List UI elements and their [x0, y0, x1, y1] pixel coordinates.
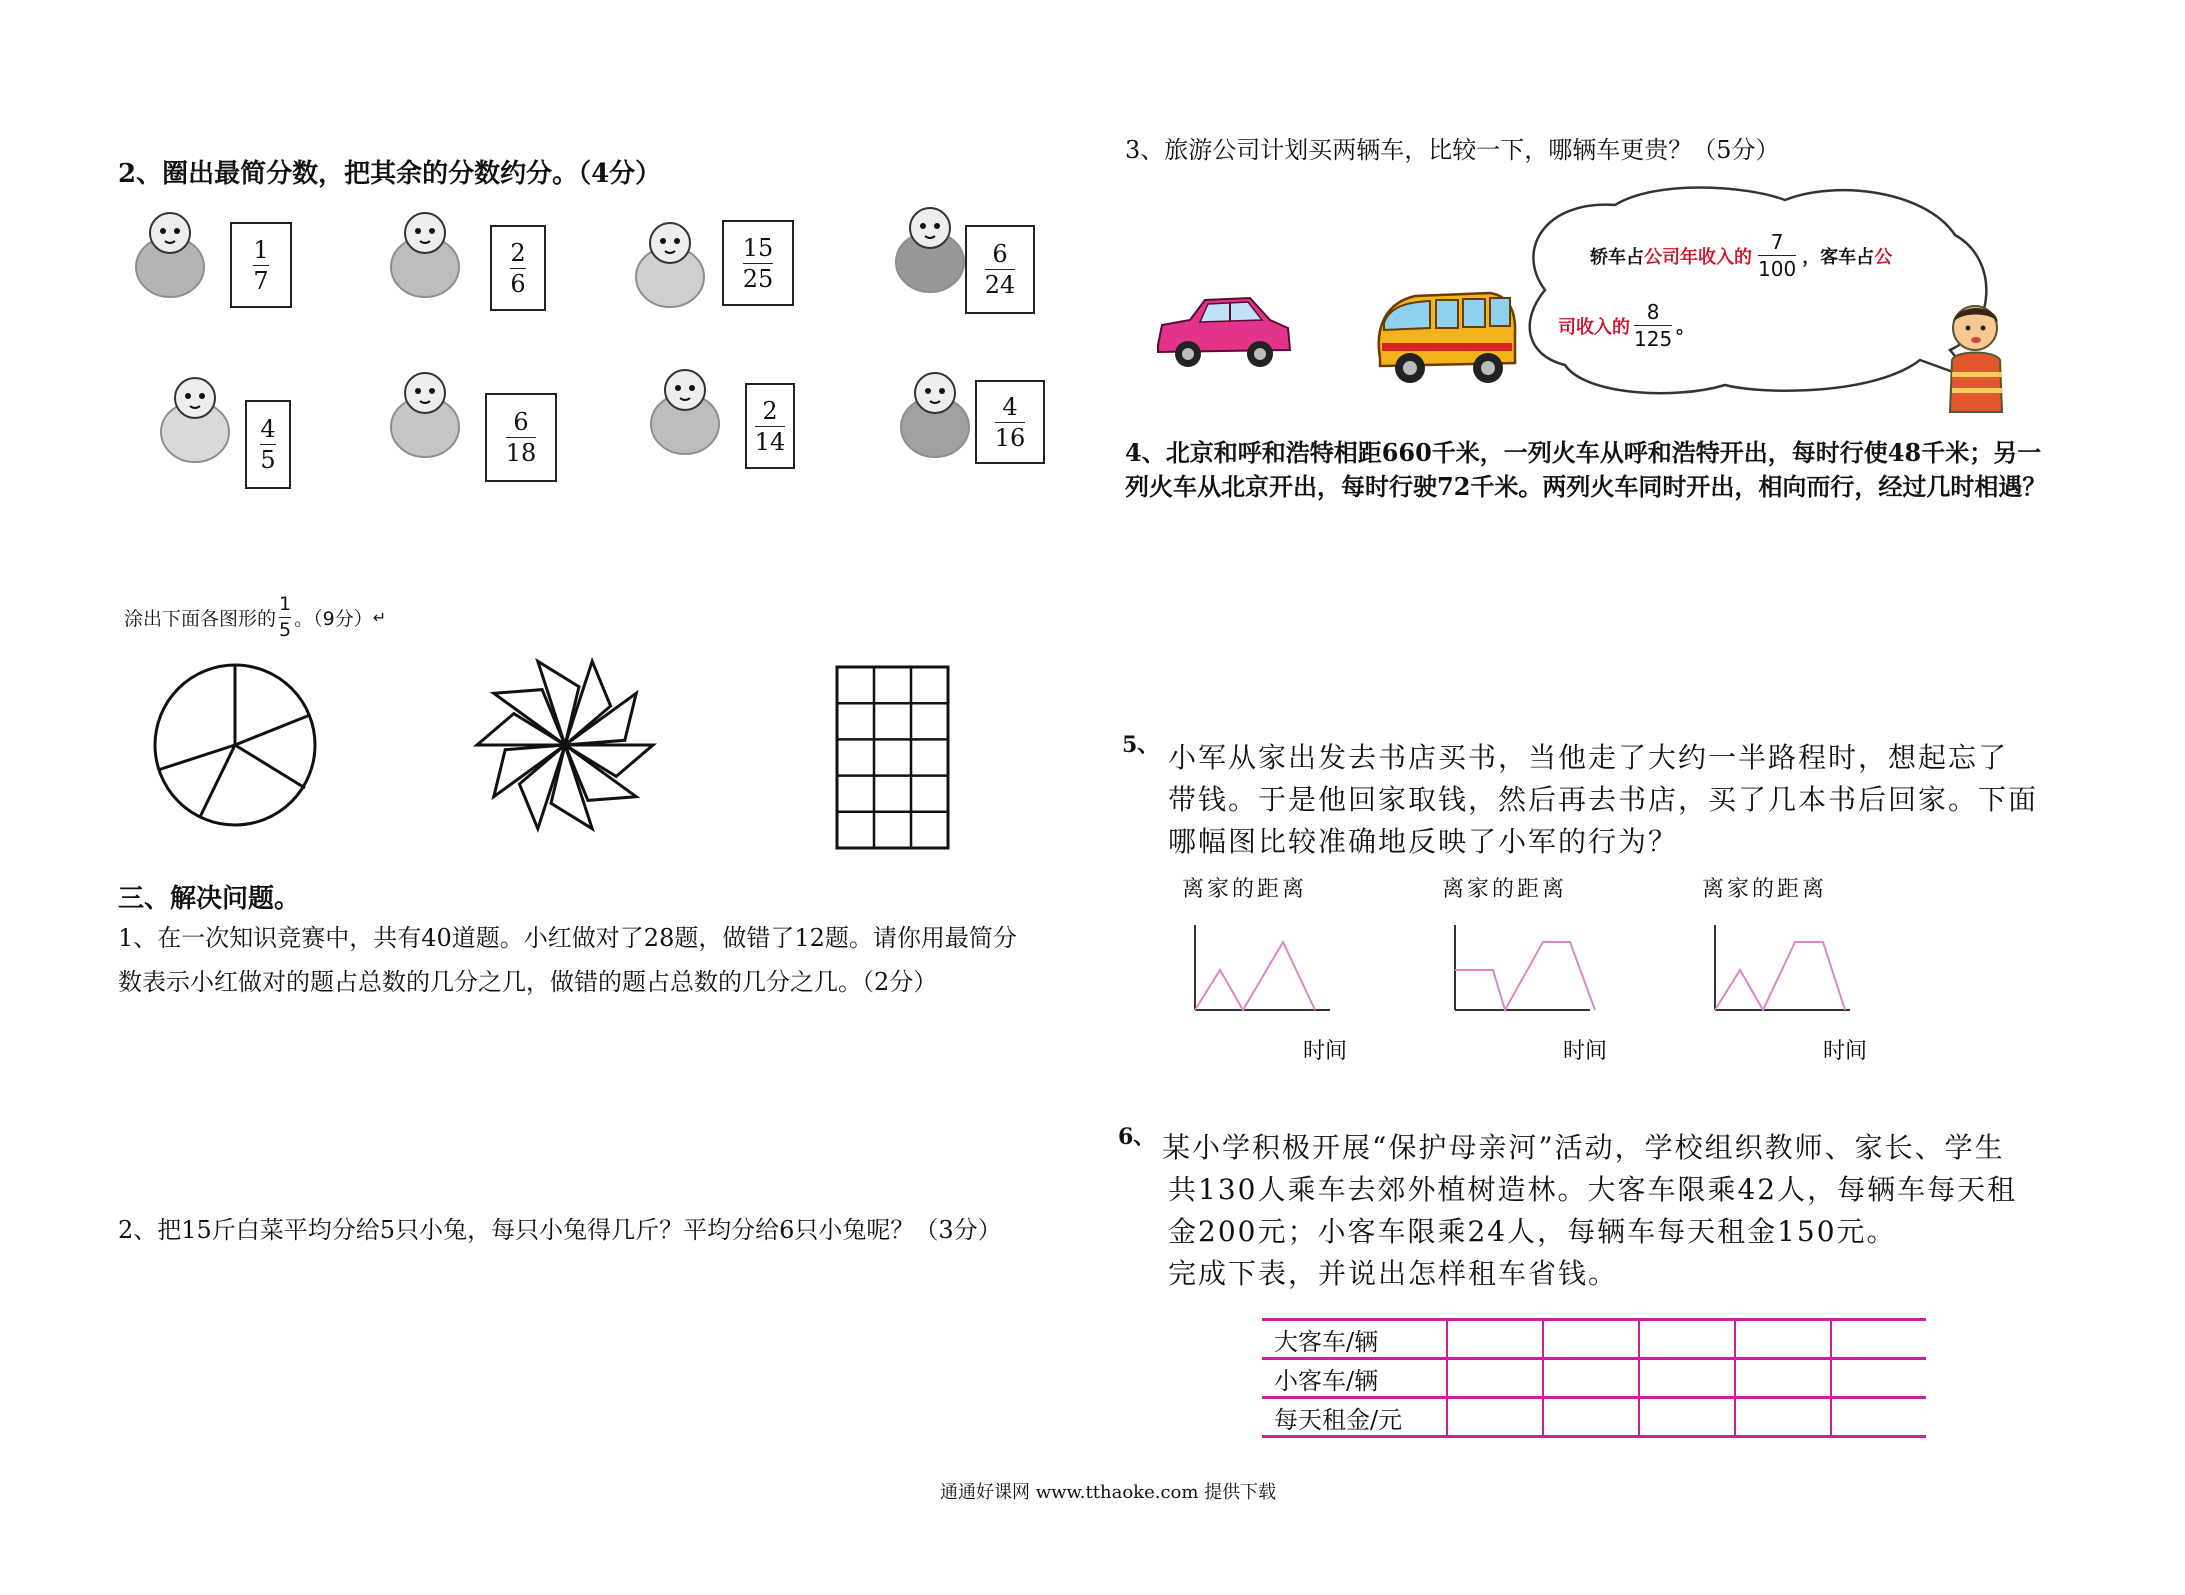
bubble-line-2 — [1558, 302, 1694, 349]
row-label: 小客车/辆 — [1262, 1359, 1447, 1398]
question-5-line-3: 哪幅图比较准确地反映了小军的行为？ — [1168, 825, 1679, 858]
fraction-box[interactable] — [975, 380, 1045, 464]
footer-credit: 通通好课网 www.tthaoke.com 提供下载 — [940, 1482, 1277, 1503]
pinwheel-blade — [519, 745, 565, 829]
denominator: 18 — [505, 439, 537, 467]
fraction-box[interactable] — [490, 225, 546, 311]
question-2-title: 2、圈出最简分数，把其余的分数约分。（4分） — [118, 159, 662, 189]
table-row — [1262, 1398, 1926, 1437]
denominator: 16 — [994, 423, 1026, 452]
denominator: 6 — [510, 269, 526, 298]
bubble-den-2: 125 — [1634, 327, 1673, 351]
bubble-text-c: ，客车占 — [1802, 246, 1875, 268]
shade-suffix: 。（9分） — [294, 608, 373, 630]
denominator: 25 — [742, 264, 774, 293]
table-cell[interactable] — [1735, 1320, 1831, 1359]
pinwheel-blade — [477, 714, 565, 745]
graph-y-label: 离家的距离 — [1442, 877, 1568, 902]
question-6-number: 6、 — [1118, 1124, 1156, 1150]
hedgehog-icon — [630, 362, 740, 462]
fraction-box[interactable] — [485, 393, 557, 482]
denominator: 24 — [984, 271, 1016, 299]
fraction-box[interactable] — [745, 383, 795, 469]
graph-y-label: 离家的距离 — [1702, 877, 1828, 902]
table-cell[interactable] — [1831, 1320, 1926, 1359]
fraction — [994, 392, 1026, 452]
denominator: 5 — [260, 446, 276, 474]
graph-x-label: 时间 — [1563, 1039, 1608, 1064]
denominator: 7 — [253, 266, 269, 295]
question-3-title: 3、旅游公司计划买两辆车，比较一下，哪辆车更贵？（5分） — [1125, 136, 1780, 164]
question-6-line-1: 某小学积极开展“保护母亲河”活动，学校组织教师、家长、学生 — [1162, 1131, 2005, 1164]
denominator: 14 — [754, 427, 786, 456]
question-5-number: 5、 — [1122, 732, 1160, 758]
graph-y-label: 离家的距离 — [1182, 877, 1308, 902]
table-cell[interactable] — [1447, 1359, 1543, 1398]
bubble-text-b: 公司年收入的 — [1644, 246, 1752, 268]
problem-1-line-2: 数表示小红做对的题占总数的几分之几，做错的题占总数的几分之几。（2分） — [118, 968, 938, 996]
bubble-num-1: 7 — [1770, 230, 1784, 254]
table-cell[interactable] — [1831, 1398, 1926, 1437]
graph-x-label: 时间 — [1823, 1039, 1868, 1064]
shade-num: 1 — [279, 593, 292, 615]
row-label: 大客车/辆 — [1262, 1320, 1447, 1359]
rental-table — [1262, 1318, 1926, 1438]
problem-2: 2、把15斤白菜平均分给5只小兔，每只小兔得几斤？平均分给6只小兔呢？（3分） — [118, 1216, 1002, 1244]
table-cell[interactable] — [1735, 1359, 1831, 1398]
question-6-line-3: 金200元；小客车限乘24人，每辆车每天租金150元。 — [1168, 1215, 1897, 1248]
bus-illustration — [1370, 288, 1520, 388]
table-cell[interactable] — [1543, 1320, 1639, 1359]
numerator: 6 — [992, 240, 1008, 268]
pinwheel-figure[interactable] — [470, 650, 660, 840]
bubble-fraction-1 — [1758, 232, 1796, 279]
pinwheel-blade — [494, 690, 565, 745]
bubble-fraction-2 — [1634, 302, 1672, 349]
monkey-icon — [880, 365, 990, 465]
question-6-line-4: 完成下表，并说出怎样租车省钱。 — [1168, 1257, 1619, 1290]
fraction-box[interactable] — [230, 222, 292, 308]
fraction — [754, 396, 786, 456]
table-cell[interactable] — [1639, 1320, 1735, 1359]
shade-instruction — [124, 595, 386, 640]
circle-five-parts-figure[interactable] — [150, 660, 320, 830]
bubble-den-1: 100 — [1758, 257, 1797, 281]
bubble-text-end: 。 — [1676, 316, 1695, 338]
fraction — [985, 242, 1016, 297]
numerator: 15 — [742, 233, 774, 262]
graph-x-label: 时间 — [1303, 1039, 1348, 1064]
return-mark: ↵ — [372, 608, 387, 627]
numerator: 2 — [510, 238, 526, 267]
turtle-icon — [615, 215, 725, 315]
bubble-num-2: 8 — [1646, 300, 1660, 324]
squirrel-icon — [115, 205, 225, 305]
row-label: 每天租金/元 — [1262, 1398, 1447, 1437]
speech-bubble — [1505, 180, 2005, 410]
fraction — [506, 410, 537, 465]
pinwheel-blade — [565, 745, 653, 776]
table-row — [1262, 1320, 1926, 1359]
question-5-line-1: 小军从家出发去书店买书，当他走了大约一半路程时，想起忘了 — [1168, 741, 2009, 774]
table-cell[interactable] — [1447, 1320, 1543, 1359]
bubble-text-e: 司收入的 — [1558, 316, 1630, 338]
cat-icon — [370, 365, 480, 465]
shade-den: 5 — [279, 619, 292, 641]
fraction — [260, 417, 275, 472]
table-cell[interactable] — [1831, 1359, 1926, 1398]
table-cell[interactable] — [1639, 1398, 1735, 1437]
table-cell[interactable] — [1735, 1398, 1831, 1437]
numerator: 4 — [1002, 392, 1018, 421]
question-5-line-2: 带钱。于是他回家取钱，然后再去书店，买了几本书后回家。下面 — [1168, 783, 2039, 816]
bubble-text-a: 轿车占 — [1590, 246, 1644, 268]
car-illustration — [1150, 290, 1295, 375]
numerator: 6 — [513, 408, 529, 436]
pinwheel-blade — [565, 661, 611, 745]
table-row — [1262, 1359, 1926, 1398]
shade-fraction — [279, 595, 291, 640]
question-6-line-2: 共130人乘车去郊外植树造林。大客车限乘42人，每辆车每天租 — [1168, 1173, 2018, 1206]
question-4-line-1: 4、北京和呼和浩特相距660千米，一列火车从呼和浩特开出，每时行使48千米；另一 — [1125, 438, 2042, 467]
numerator: 4 — [260, 415, 276, 443]
fraction-box[interactable] — [965, 225, 1035, 314]
section-3-title: 三、解决问题。 — [118, 884, 301, 914]
table-cell[interactable] — [1447, 1398, 1543, 1437]
table-cell[interactable] — [1543, 1359, 1639, 1398]
fraction-box[interactable] — [245, 400, 291, 489]
fraction — [742, 233, 774, 293]
bubble-line-1 — [1590, 232, 1892, 279]
numerator: 2 — [762, 396, 778, 425]
fraction-box[interactable] — [722, 220, 794, 306]
mouse-icon — [370, 205, 480, 305]
goose-icon — [140, 370, 250, 470]
table-cell[interactable] — [1543, 1398, 1639, 1437]
shade-prefix: 涂出下面各图形的 — [124, 608, 277, 630]
pinwheel-blade — [565, 745, 636, 800]
fraction — [253, 235, 269, 295]
problem-1-line-1: 1、在一次知识竞赛中，共有40道题。小红做对了28题，做错了12题。请你用最简分 — [118, 924, 1017, 952]
boy-illustration — [1940, 300, 2010, 415]
table-cell[interactable] — [1639, 1359, 1735, 1398]
question-4-line-2: 列火车从北京开出，每时行驶72千米。两列火车同时开出，相向而行，经过几时相遇？ — [1125, 472, 2047, 501]
numerator: 1 — [253, 235, 269, 264]
bubble-text-d: 公 — [1874, 246, 1893, 268]
rectangle-grid-figure[interactable] — [835, 665, 950, 850]
fraction — [510, 238, 526, 298]
